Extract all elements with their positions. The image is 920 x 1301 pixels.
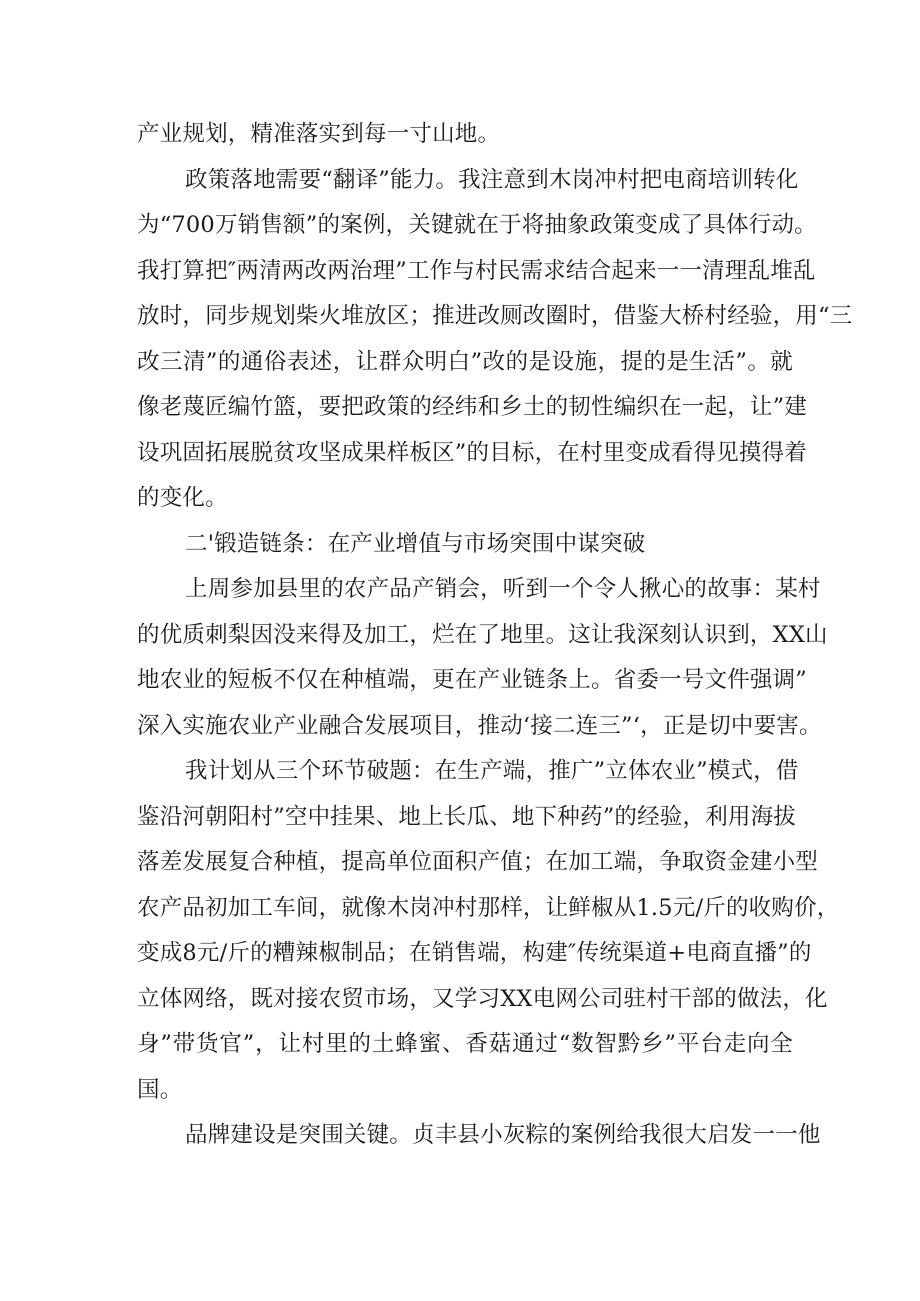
paragraph-policy-translation bbox=[137, 158, 853, 522]
text-line: 变成8元/斤的糟辣椒制品；在销售端，构建″传统渠道+电商直播”的 bbox=[137, 940, 812, 966]
text-line: 我计划从三个环节破题：在生产端，推广”立体农业”模式，借 bbox=[185, 758, 799, 784]
text-line: 我打算把″两清两改两治理”工作与村民需求结合起来一一清理乱堆乱 bbox=[137, 257, 816, 284]
text-line: 像老蔑匠编竹篮，要把政策的经纬和乡土的韧性编织在一起，让”建 bbox=[137, 394, 808, 420]
text-line: 落差发展复合种植，提高单位面积产值；在加工端，争取资金建小型 bbox=[137, 849, 819, 875]
text-line: 改三清”的通俗表述，让群众明白”改的是设施，提的是生活”。就 bbox=[137, 348, 793, 375]
text-line: 地农业的短板不仅在种植端，更在产业链条上。省委一号文件强调” bbox=[137, 667, 808, 693]
text-line: 身”带货官”，让村里的土蜂蜜、香菇通过“数智黔乡”平台走向全 bbox=[137, 1031, 793, 1057]
section-heading: 二'锻造链条：在产业增值与市场突围中谋突破 bbox=[185, 530, 646, 557]
text-line: 立体网络，既对接农贸市场，又学习XX电网公司驻村干部的做法，化 bbox=[137, 985, 828, 1012]
paragraph-continuation bbox=[137, 112, 793, 158]
text-line: 政策落地需要“翻译”能力。我注意到木岗冲村把电商培训转化 bbox=[185, 166, 799, 193]
text-line: 品牌建设是突围关键。贞丰县小灰粽的案例给我很大启发一一他 bbox=[185, 1122, 821, 1148]
text-line: 为“700万销售额”的案例，关键就在于将抽象政策变成了具体行动。 bbox=[137, 212, 817, 238]
paragraph-three-links-plan bbox=[137, 749, 840, 1113]
text-line: 国。 bbox=[137, 1076, 183, 1103]
document-body bbox=[137, 112, 853, 1159]
text-line: 设巩固拓展脱贫攻坚成果样板区”的目标，在村里变成看得见摸得着 bbox=[137, 439, 808, 466]
text-line: 的优质刺梨因没来得及加工，烂在了地里。这让我深刻认识到，XX山 bbox=[137, 621, 828, 648]
text-line: 产业规划，精准落实到每一寸山地。 bbox=[137, 121, 501, 147]
paragraph-brand-building bbox=[137, 1113, 821, 1159]
text-line: 深入实施农业产业融合发展项目，推动‘接二连三”‘，正是切中要害。 bbox=[137, 712, 822, 739]
text-line: 鉴沿河朝阳村”空中挂果、地上长瓜、地下种药”的经验，利用海拔 bbox=[137, 803, 797, 830]
paragraph-sales-meeting bbox=[137, 567, 828, 749]
text-line: 上周参加县里的农产品产销会，听到一个令人揪心的故事：某村 bbox=[185, 576, 821, 602]
text-line: 放时，同步规划柴火堆放区；推进改厕改圈时，借鉴大桥村经验，用“三 bbox=[137, 303, 853, 329]
text-line: 农产品初加工车间，就像木岗冲村那样，让鲜椒从1.5元/斤的收购价， bbox=[137, 894, 840, 921]
text-line: 的变化。 bbox=[137, 485, 228, 511]
